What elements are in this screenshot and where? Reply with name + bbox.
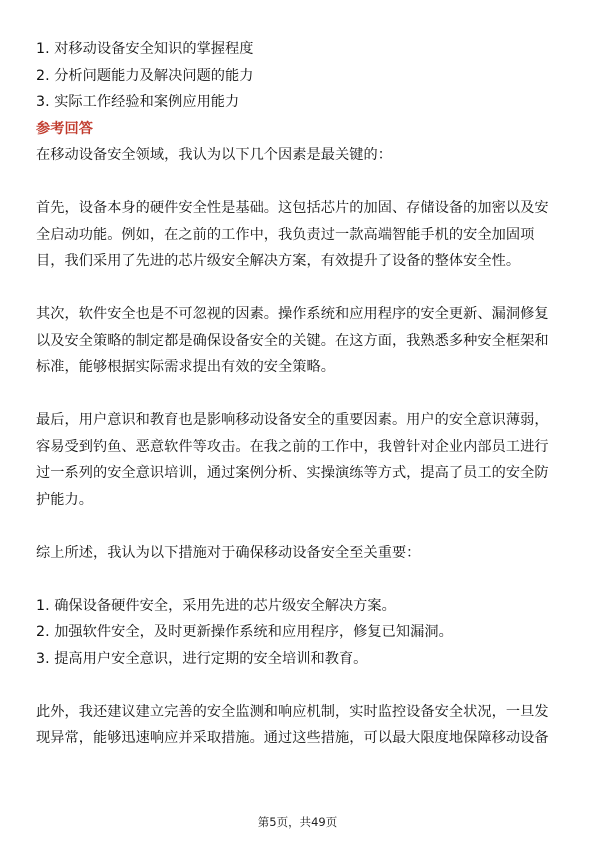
document-body (36, 36, 559, 752)
paragraph-user-line-2: 容易受到钓鱼、恶意软件等攻击。在我之前的工作中，我曾针对企业内部员工进行 (36, 438, 549, 455)
paragraph-software-line-3: 标准，能够根据实际需求提出有效的安全策略。 (36, 359, 335, 375)
intro-text: 在移动设备安全领域，我认为以下几个因素是最关键的： (36, 147, 392, 163)
summary-text: 综上所述，我认为以下措施对于确保移动设备安全至关重要： (36, 544, 421, 561)
page-number-footer: 第5页，共49页 (257, 815, 338, 829)
measure-item-2: 2. 加强软件安全，及时更新操作系统和应用程序，修复已知漏洞。 (36, 624, 453, 640)
paragraph-software-line-2: 以及安全策略的制定都是确保设备安全的关键。在这方面，我熟悉多种安全框架和 (36, 332, 549, 349)
paragraph-software-line-1: 其次，软件安全也是不可忽视的因素。操作系统和应用程序的安全更新、漏洞修复 (36, 306, 549, 322)
paragraph-hardware-line-3: 目，我们采用了先进的芯片级安全解决方案，有效提升了设备的整体安全性。 (36, 253, 521, 269)
criteria-item-1: 1. 对移动设备安全知识的掌握程度 (36, 41, 254, 57)
criteria-item-3: 3. 实际工作经验和案例应用能力 (36, 94, 240, 110)
paragraph-hardware-line-2: 全启动功能。例如，在之前的工作中，我负责过一款高端智能手机的安全加固项 (36, 226, 535, 243)
paragraph-monitoring-line-2: 现异常，能够迅速响应并采取措施。通过这些措施，可以最大限度地保障移动设备 (36, 730, 549, 746)
measure-item-3: 3. 提高用户安全意识，进行定期的安全培训和教育。 (36, 650, 368, 667)
answer-heading: 参考回答 (36, 120, 93, 137)
measure-item-1: 1. 确保设备硬件安全，采用先进的芯片级安全解决方案。 (36, 597, 396, 614)
criteria-item-2: 2. 分析问题能力及解决问题的能力 (36, 67, 254, 84)
paragraph-user-line-1: 最后，用户意识和教育也是影响移动设备安全的重要因素。用户的安全意识薄弱， (36, 412, 549, 428)
paragraph-monitoring-line-1: 此外，我还建议建立完善的安全监测和响应机制，实时监控设备安全状况，一旦发 (36, 703, 549, 720)
paragraph-hardware-line-1: 首先，设备本身的硬件安全性是基础。这包括芯片的加固、存储设备的加密以及安 (36, 200, 549, 216)
paragraph-user-line-3: 过一系列的安全意识培训，通过案例分析、实操演练等方式，提高了员工的安全防 (36, 465, 549, 481)
paragraph-user-line-4: 护能力。 (36, 491, 93, 508)
